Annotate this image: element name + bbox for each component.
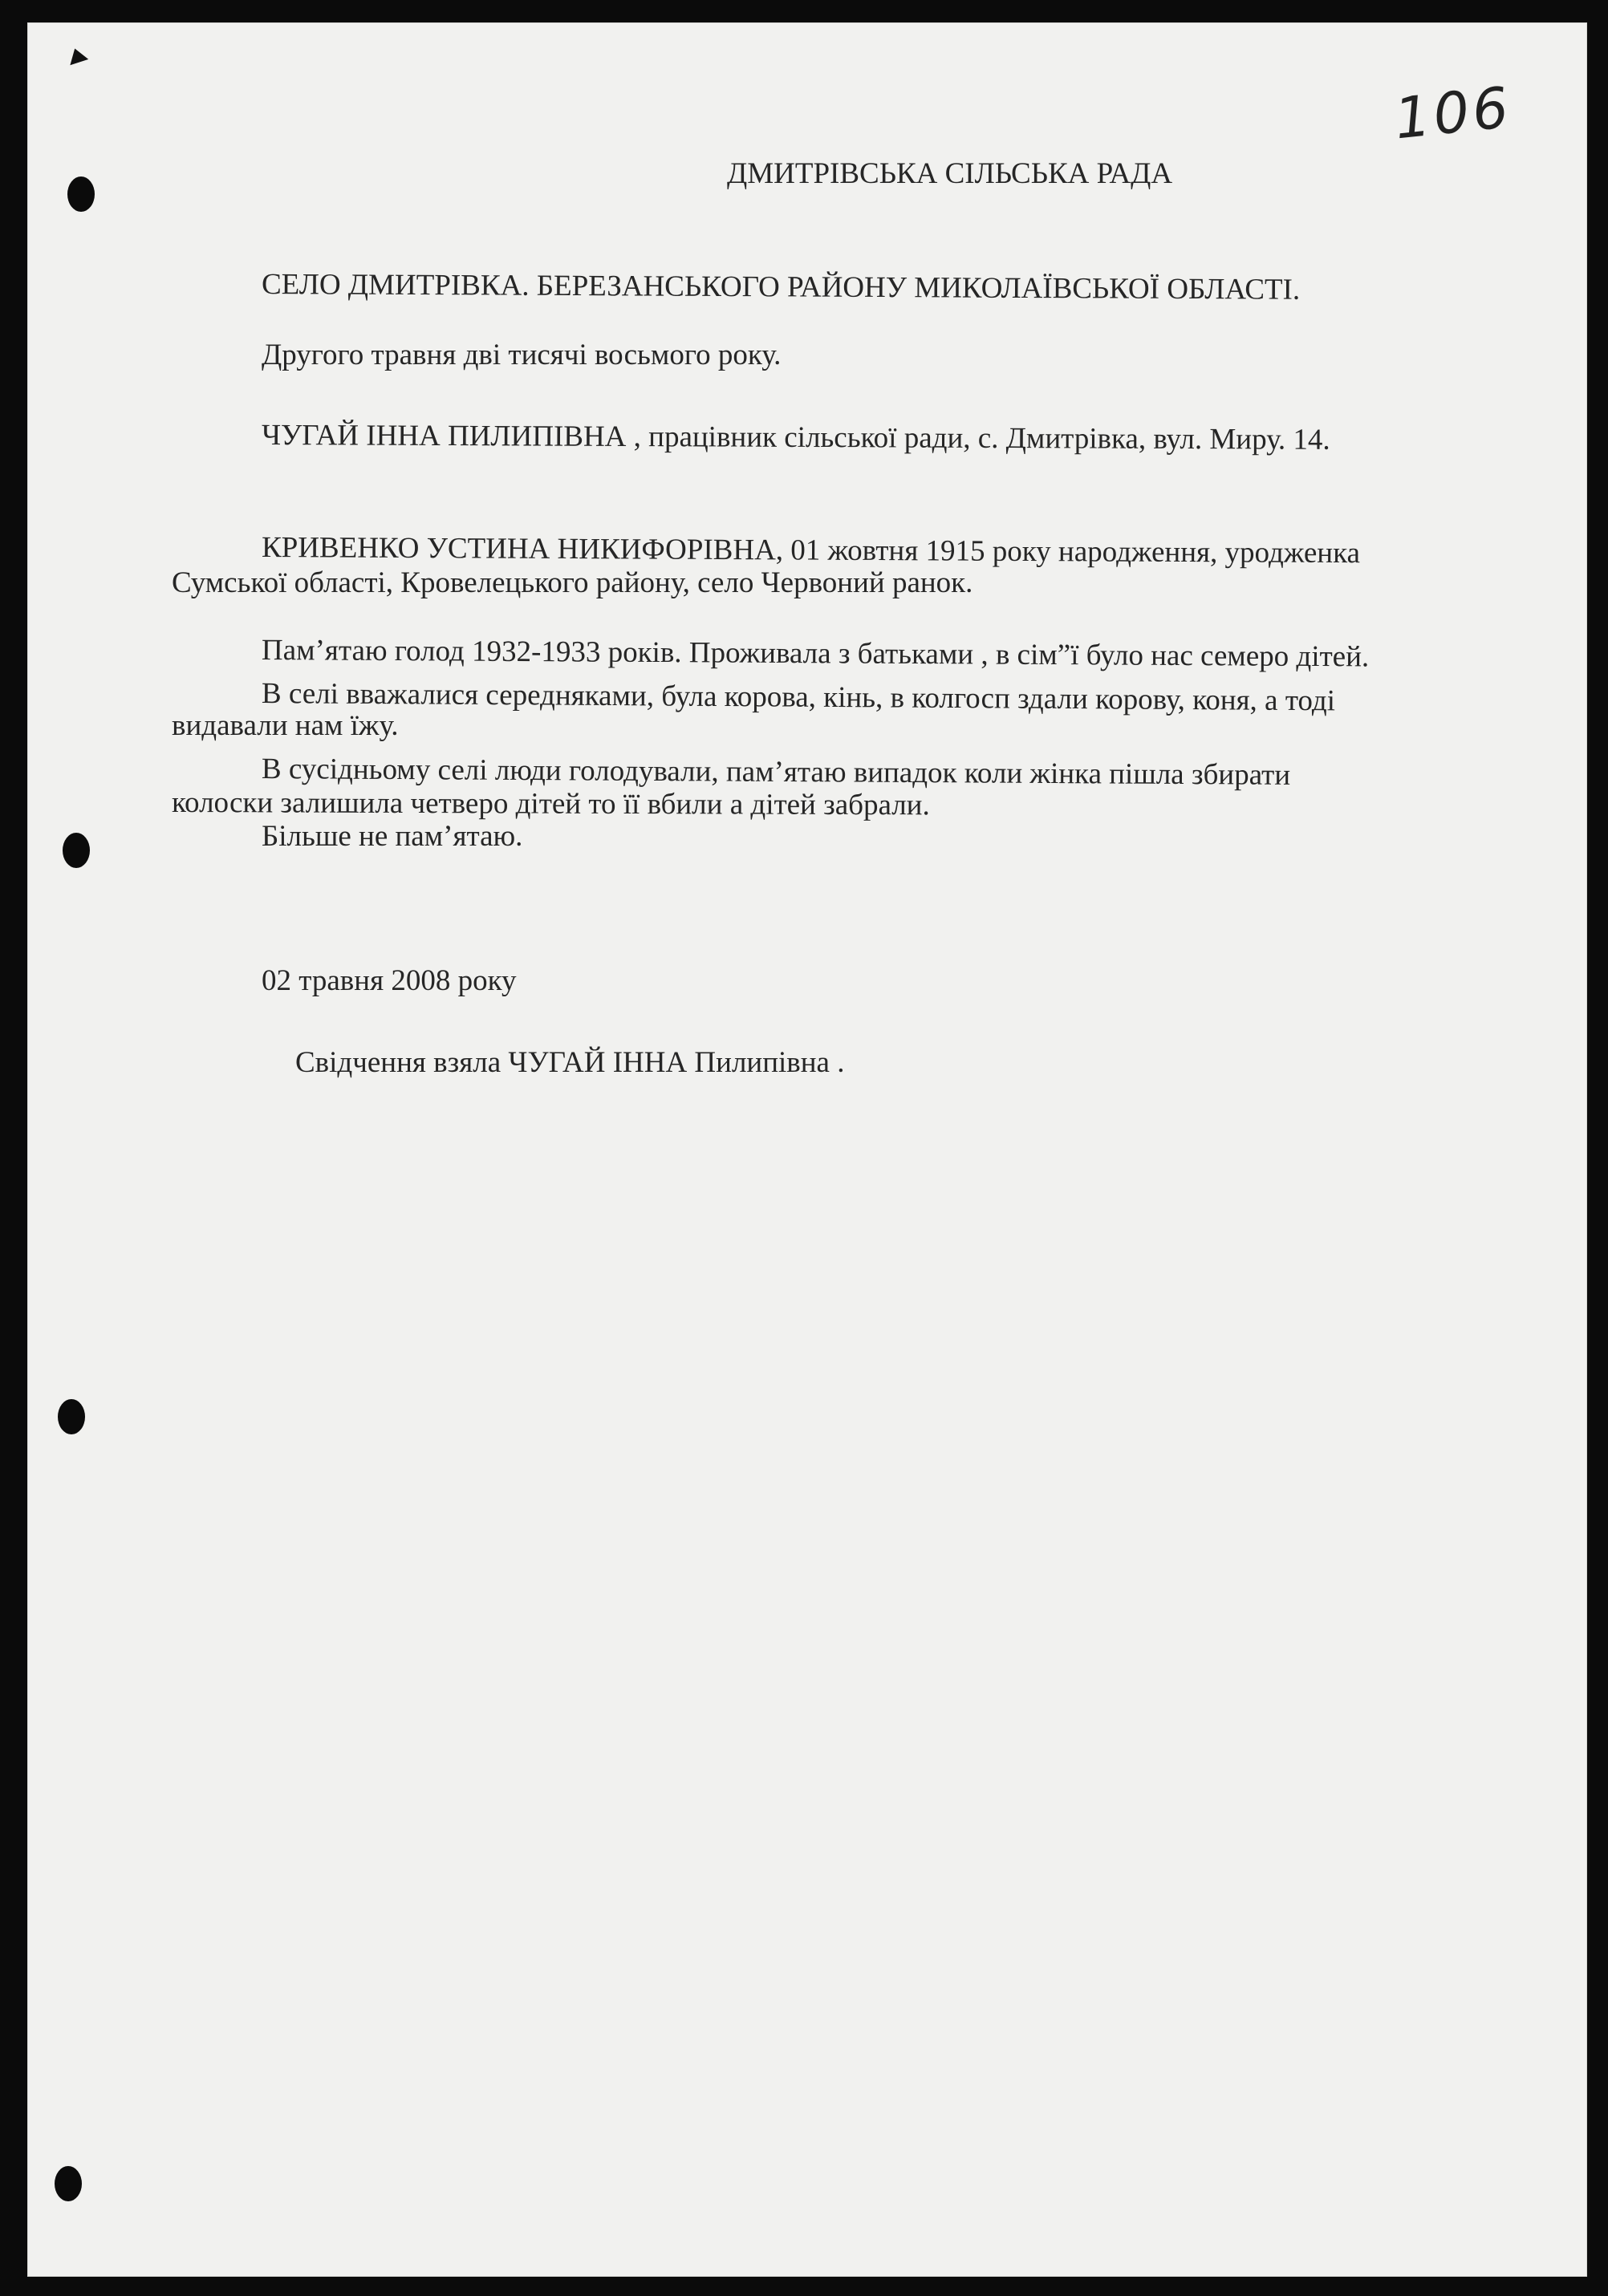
testimony-line: видавали нам їжу. (172, 709, 399, 742)
testimony-line: колоски залишила четверо дітей то її вбили а дітей забрали. (171, 786, 930, 822)
punch-hole (55, 2166, 82, 2201)
testimony-line: В селі вважалися середняками, була корова, кінь, в колгосп здали корову, коня, а тоді (261, 677, 1336, 718)
council-title: ДМИТРІВСЬКА СІЛЬСЬКА РАДА (727, 157, 1173, 190)
testimony-line: Пам’ятаю голод 1932-1933 років. Проживала з батьками , в сім”ї було нас семеро дітей. (261, 634, 1370, 674)
page-number: 106 (1391, 74, 1515, 152)
document-date: 02 травня 2008 року (262, 964, 517, 997)
punch-hole (63, 833, 90, 868)
testimony-line: В сусідньому селі люди голодували, пам’ятаю випадок коли жінка пішла збирати (261, 752, 1291, 792)
witness-line: КРИВЕНКО УСТИНА НИКИФОРІВНА, 01 жовтня 1915 року народження, уродженка (261, 531, 1361, 570)
testimony-line: Більше не пам’ятаю. (262, 820, 523, 853)
punch-hole (58, 1399, 85, 1434)
date-in-words: Другого травня дві тисячі восьмого року. (262, 339, 782, 371)
signature-line: Свідчення взяла ЧУГАЙ ІННА Пилипівна . (295, 1046, 845, 1079)
punch-hole (67, 176, 95, 212)
witness-line: Сумської області, Кровелецького району, село Червоний ранок. (172, 566, 973, 599)
location-line: СЕЛО ДМИТРІВКА. БЕРЕЗАНСЬКОГО РАЙОНУ МИКОЛАЇВСЬКОЇ ОБЛАСТІ. (261, 268, 1301, 306)
recorder-line: ЧУГАЙ ІННА ПИЛИПІВНА , працівник сільської ради, с. Дмитрівка, вул. Миру. 14. (261, 419, 1330, 456)
